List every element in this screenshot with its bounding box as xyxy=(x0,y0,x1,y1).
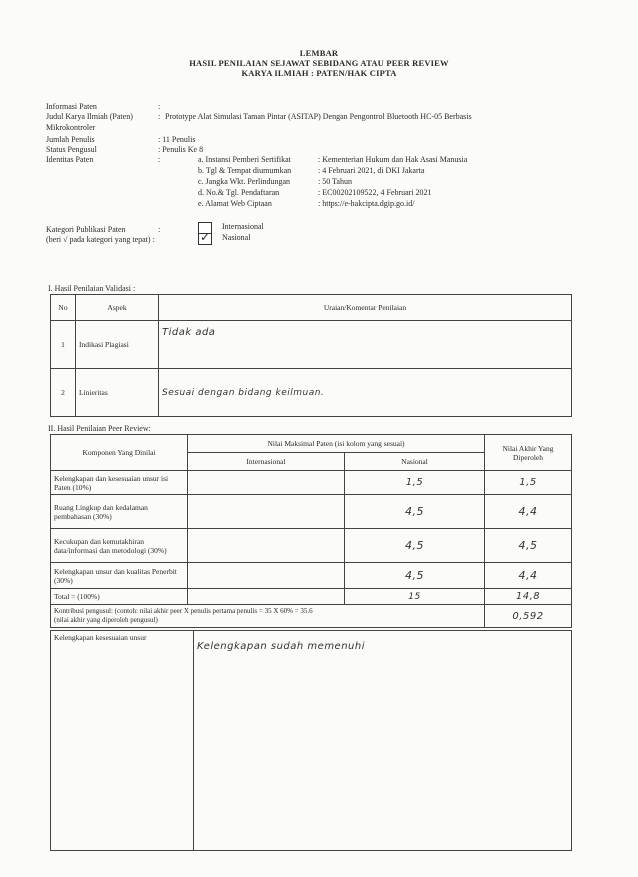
informasi-label: Informasi Paten xyxy=(46,102,97,111)
total-akhir-cell xyxy=(485,589,572,605)
total-akhir: 14,8 xyxy=(515,591,541,602)
col-uraian: Uraian/Komentar Penilaian xyxy=(159,295,572,321)
national-checkbox[interactable] xyxy=(198,230,212,245)
row-komentar-cell xyxy=(159,369,572,417)
akhir-value: 1,5 xyxy=(519,477,537,488)
identitas-e-label: e. Alamat Web Ciptaan xyxy=(198,199,272,208)
col-no: No xyxy=(51,295,76,321)
kontribusi-cell xyxy=(51,605,485,628)
jumlah-label: Jumlah Penulis xyxy=(46,135,95,144)
internasional-cell xyxy=(188,495,345,529)
nasional-value: 4,5 xyxy=(405,569,424,582)
identitas-c-label: c. Jangka Wkt. Perlindungan xyxy=(198,177,291,186)
akhir-value: 4,4 xyxy=(518,505,538,518)
col-komponen: Komponen Yang Dinilai xyxy=(51,435,188,471)
kategori-label: Kategori Publikasi Paten xyxy=(46,225,126,234)
identitas-b-label: b. Tgl & Tempat diumumkan xyxy=(198,166,292,175)
row-aspek: Linieritas xyxy=(76,369,159,417)
nasional-value: 4,5 xyxy=(405,505,424,518)
international-option-label: Internasional xyxy=(222,222,264,231)
checkmark-icon: ✓ xyxy=(200,230,211,244)
nasional-cell xyxy=(345,495,485,529)
col-aspek: Aspek xyxy=(76,295,159,321)
identitas-a-label: a. Instansi Pemberi Sertifikat xyxy=(198,155,291,164)
header-line3: KARYA ILMIAH : PATEN/HAK CIPTA xyxy=(241,68,397,78)
kontribusi-value: 0,592 xyxy=(512,610,544,622)
akhir-cell xyxy=(485,471,572,495)
row-no: 2 xyxy=(51,369,76,417)
akhir-cell xyxy=(485,495,572,529)
kategori-instruction: (beri √ pada kategori yang tepat) : xyxy=(46,235,155,244)
header-line2: HASIL PENILAIAN SEJAWAT SEBIDANG ATAU PEER REVIEW xyxy=(189,58,449,68)
col-nilai-akhir: Nilai Akhir Yang Diperoleh xyxy=(485,435,572,471)
komponen-cell: Ruang Lingkup dan kedalaman pembahasan (30%) xyxy=(51,495,188,529)
nasional-cell xyxy=(345,471,485,495)
total-nasional-cell xyxy=(345,589,485,605)
table-row xyxy=(51,563,572,589)
identitas-c-value: : 50 Tahun xyxy=(318,177,352,186)
komponen-cell: Kelengkapan unsur dan kualitas Penerbit (30%) xyxy=(51,563,188,589)
kelengkapan-value: Kelengkapan sudah memenuhi xyxy=(197,641,365,652)
komponen-cell: Kelengkapan dan kesesuaian unsur isi Paten (10%) xyxy=(51,471,188,495)
row-komentar-cell xyxy=(159,321,572,369)
status-label: Status Pengusul xyxy=(46,145,97,154)
validation-header-row xyxy=(51,295,572,321)
review-header-row xyxy=(51,435,572,453)
internasional-cell xyxy=(188,529,345,563)
kontribusi-label-note: (nilai akhir yang diperoleh pengusul) xyxy=(54,616,158,624)
row-aspek: Indikasi Plagiasi xyxy=(76,321,159,369)
internasional-cell xyxy=(188,563,345,589)
judul-value-cont: Mikrokontroler xyxy=(46,123,96,132)
col-internasional: Internasional xyxy=(188,453,345,471)
section1-title: I. Hasil Penilaian Validasi : xyxy=(48,284,136,293)
col-nasional: Nasional xyxy=(345,453,485,471)
table-row xyxy=(51,529,572,563)
kontribusi-row xyxy=(51,605,572,628)
kontribusi-value-cell xyxy=(485,605,572,628)
table-row xyxy=(51,471,572,495)
judul-value: Prototype Alat Simulasi Taman Pintar (ASITAP) Dengan Pengontrol Bluetooth HC-05 Berbasis xyxy=(165,112,472,121)
jumlah-value: : 11 Penulis xyxy=(158,135,196,144)
kelengkapan-label: Kelengkapan kesesuaian unsur xyxy=(51,631,194,851)
peer-review-table xyxy=(50,434,572,628)
total-label: Total = (100%) xyxy=(51,589,188,605)
identitas-b-value: : 4 Februari 2021, di DKI Jakarta xyxy=(318,166,425,175)
identitas-d-label: d. No.& Tgl. Pendaftaran xyxy=(198,188,280,197)
table-row xyxy=(51,495,572,529)
total-row xyxy=(51,589,572,605)
identitas-label: Identitas Paten xyxy=(46,155,94,164)
kelengkapan-table xyxy=(50,630,572,851)
section2-title: II. Hasil Penilaian Peer Review: xyxy=(48,424,151,433)
table-row xyxy=(51,369,572,417)
row-komentar: Tidak ada xyxy=(162,327,216,338)
nasional-cell xyxy=(345,563,485,589)
kelengkapan-row xyxy=(51,631,572,851)
row-no: 1 xyxy=(51,321,76,369)
header-line1: LEMBAR xyxy=(299,48,339,58)
akhir-cell xyxy=(485,529,572,563)
status-value: : Penulis Ke 8 xyxy=(158,145,204,154)
judul-label: Judul Karya Ilmiah (Paten) xyxy=(46,112,133,121)
nasional-value: 1,5 xyxy=(405,477,424,488)
total-nasional: 15 xyxy=(408,591,421,602)
validation-table xyxy=(50,294,572,417)
identitas-colon: : xyxy=(158,155,161,164)
nasional-value: 4,5 xyxy=(405,539,424,552)
akhir-value: 4,5 xyxy=(518,539,538,552)
national-option-label: Nasional xyxy=(222,233,251,242)
komponen-cell: Kecukupan dan kemutakhiran data/informasi dan metodologi (30%) xyxy=(51,529,188,563)
col-nilai-maks: Nilai Maksimal Paten (isi kolom yang sesuai) xyxy=(188,435,485,453)
kelengkapan-value-cell xyxy=(194,631,572,851)
internasional-cell xyxy=(188,471,345,495)
table-row xyxy=(51,321,572,369)
akhir-cell xyxy=(485,563,572,589)
akhir-value: 4,4 xyxy=(518,569,538,582)
identitas-a-value: : Kementerian Hukum dan Hak Asasi Manusia xyxy=(318,155,468,164)
informasi-colon: : xyxy=(158,102,161,111)
row-komentar: Sesuai dengan bidang keilmuan. xyxy=(162,387,325,398)
total-internasional xyxy=(188,589,345,605)
nasional-cell xyxy=(345,529,485,563)
identitas-e-value: : https://e-hakcipta.dgip.go.id/ xyxy=(318,199,415,208)
identitas-d-value: : EC00202109522, 4 Februari 2021 xyxy=(318,188,432,197)
judul-colon: : xyxy=(158,112,161,121)
kategori-colon: : xyxy=(158,225,161,234)
kontribusi-label: Kontribusi pengusul: (contoh: nilai akhir peer X penulis pertama penulis = 35 X 60% = 35.6 xyxy=(54,607,313,615)
